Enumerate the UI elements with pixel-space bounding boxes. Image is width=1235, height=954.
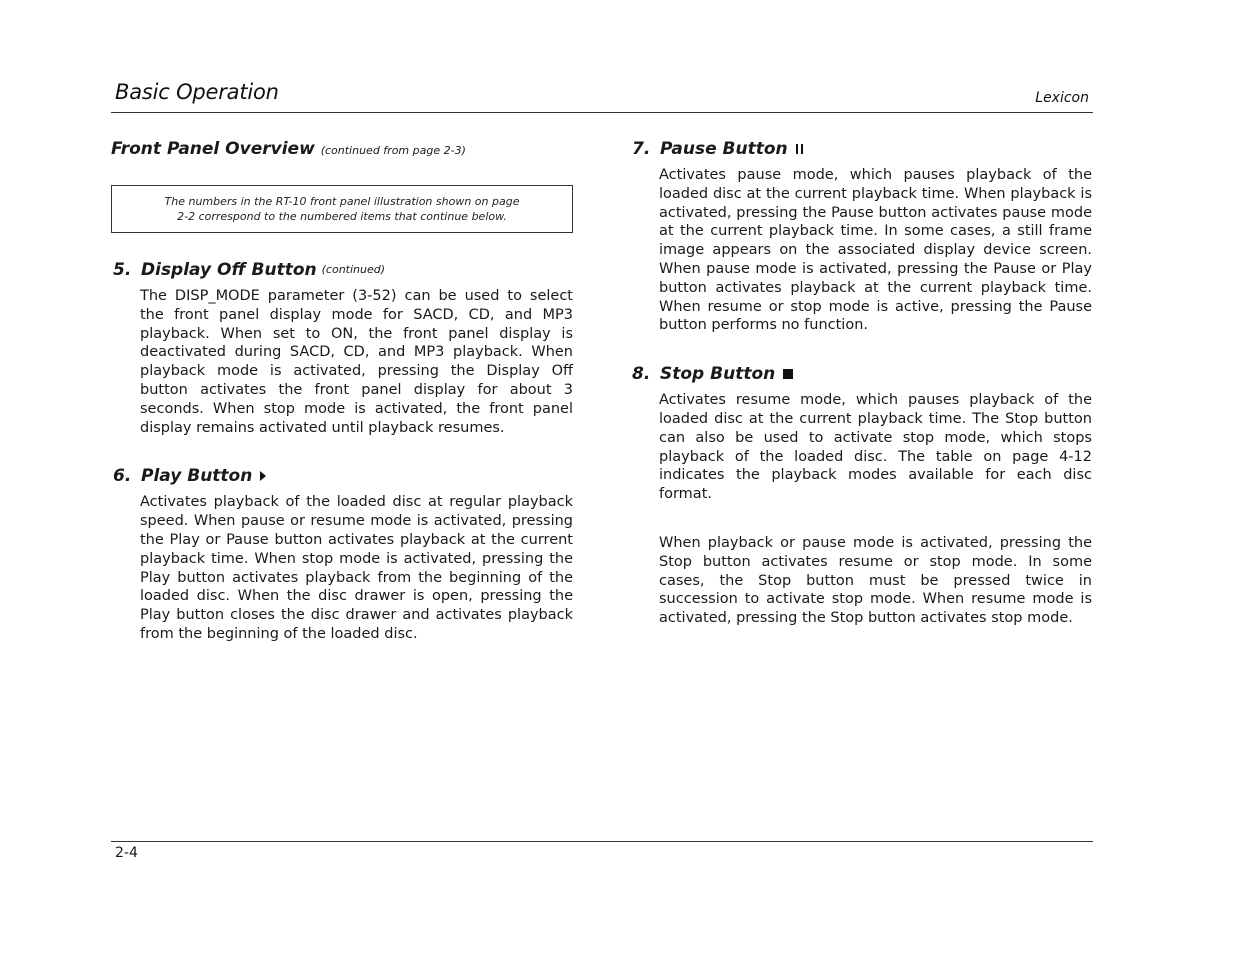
- item-display-off-paragraph: The DISP_MODE parameter (3-52) can be used to select the front panel display mode for SACD, CD, and MP3 playback. When set to ON, the front panel display is deactivated during SACD, CD, and MP3 playback. When playback mode is activated, pressing the Display Off button activates the front panel display for about 3 seconds. When stop mode is activated, the front panel display remains activated until playback resumes.: [140, 288, 573, 436]
- stop-icon: [783, 369, 793, 379]
- item-stop-paragraph-1: Activates resume mode, which pauses playback of the loaded disc at the current playback time. The Stop button can also be used to activate stop mode, which stops playback of the loaded disc. The table on page 4-12 indicates the playback modes available for each disc format.: [659, 392, 1092, 503]
- item-stop-heading: [632, 363, 1092, 385]
- item-pause-paragraph: Activates pause mode, which pauses playback of the loaded disc at the current playback time. When playback is activated, pressing the Pause button activates pause mode at the current playback time. In some cases, a still frame image appears on the associated display device screen. When pause mode is activated, pressing the Pause or Play button activates playback at the current playback time. When resume or stop mode is active, pressing the Pause button performs no function.: [659, 167, 1092, 334]
- item-play-heading: [113, 465, 573, 487]
- item-title: Display Off Button: [141, 260, 317, 280]
- item-number: 6.: [113, 466, 132, 487]
- item-title: Pause Button: [660, 139, 788, 159]
- item-pause: [630, 138, 1092, 335]
- left-column: [111, 138, 573, 644]
- item-title: Stop Button: [660, 364, 776, 385]
- section-title-note: (continued from page 2-3): [320, 144, 466, 157]
- section-title: [111, 138, 573, 162]
- footer-rule: [111, 841, 1093, 842]
- play-icon: [260, 471, 266, 481]
- note-box-line-2: 2-2 correspond to the numbered items that continue below.: [177, 210, 507, 223]
- right-column: [630, 138, 1092, 628]
- item-number: 8.: [632, 364, 651, 385]
- item-display-off: [111, 259, 573, 437]
- item-play-paragraph: Activates playback of the loaded disc at regular playback speed. When pause or resume mode is activated, pressing the Play or Pause button activates playback at the current playback time. When stop mode is activated, pressing the Play button activates playback from the beginning of the loaded disc. When the disc drawer is open, pressing the Play button closes the disc drawer and activates playback from the beginning of the loaded disc.: [140, 494, 573, 642]
- note-box: [111, 185, 573, 233]
- note-box-line-1: The numbers in the RT-10 front panel illustration shown on page: [164, 195, 520, 208]
- item-stop-paragraph-2: When playback or pause mode is activated, pressing the Stop button activates resume or stop mode. In some cases, the Stop button must be pressed twice in succession to activate stop mode. When resume mode is activated, pressing the Stop button activates stop mode.: [659, 534, 1092, 627]
- item-display-off-heading: [113, 259, 573, 281]
- item-title: Play Button: [141, 466, 253, 487]
- item-number: 7.: [632, 139, 651, 159]
- item-play: [111, 465, 573, 643]
- item-pause-heading: [632, 138, 1092, 160]
- pause-icon: [796, 144, 803, 154]
- item-stop: [630, 363, 1092, 628]
- page-number: 2-4: [115, 845, 138, 861]
- section-title-text: Front Panel Overview: [111, 139, 315, 159]
- page-header-brand: Lexicon: [1035, 90, 1089, 106]
- page-header-title: Basic Operation: [115, 80, 279, 104]
- item-note: (continued): [321, 263, 386, 276]
- header-rule: [111, 112, 1093, 113]
- item-number: 5.: [113, 260, 132, 280]
